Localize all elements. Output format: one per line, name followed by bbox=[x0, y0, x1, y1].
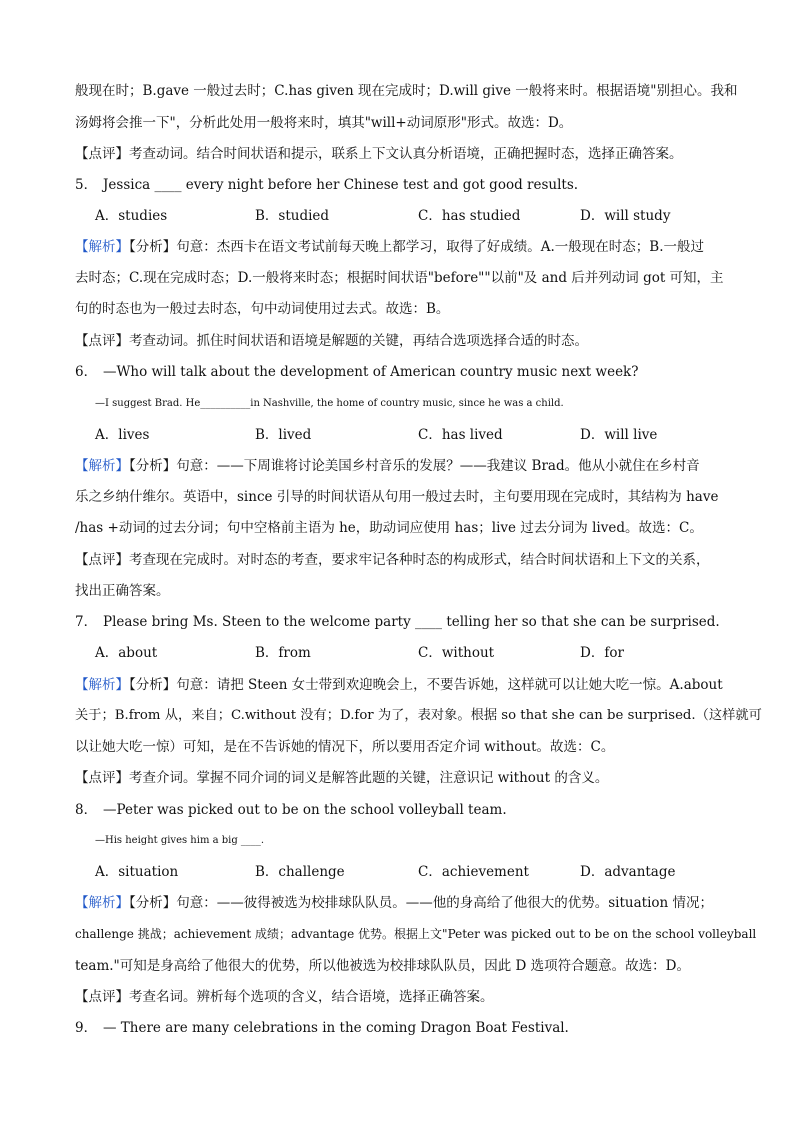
question-stem bbox=[75, 612, 755, 632]
comment-line bbox=[75, 331, 755, 351]
jiexi-tag: 【解析】 bbox=[75, 895, 129, 911]
question-number: 5． bbox=[75, 177, 98, 193]
fenxi-tag: 【分析】 bbox=[129, 895, 177, 911]
analysis-line: challenge 挑战；achievement 成绩；advantage 优势。根据上文"Peter was picked out to be on the school volleyball bbox=[75, 927, 757, 941]
option-b: B．from bbox=[255, 645, 311, 661]
comment-text: 考查名词。辨析每个选项的含义，结合语境，选择正确答案。 bbox=[129, 989, 494, 1005]
comment-text: 考查现在完成时。对时态的考查，要求牢记各种时态的构成形式，结合时间状语和上下文的关系， bbox=[129, 552, 710, 568]
analysis-line bbox=[75, 456, 755, 476]
analysis-text: 句意：——彼得被选为校排球队队员。——他的身高给了他很大的优势。situation 情况； bbox=[176, 895, 714, 911]
jiexi-tag: 【解析】 bbox=[75, 458, 129, 474]
comment-line bbox=[75, 768, 755, 788]
comment-text: 考查介词。掌握不同介词的词义是解答此题的关键，注意识记 without 的含义。 bbox=[129, 770, 609, 786]
comment-tag: 【点评】 bbox=[75, 146, 129, 162]
analysis-line: team."可知是身高给了他很大的优势，所以他被选为校排球队队员，因此 D 选项符合题意。故选：D。 bbox=[75, 958, 690, 974]
option-a: A．situation bbox=[95, 864, 179, 880]
comment-line: 找出正确答案。 bbox=[75, 583, 170, 599]
analysis-line bbox=[75, 893, 755, 913]
option-c: C．achievement bbox=[418, 864, 529, 880]
option-a: A．lives bbox=[95, 427, 150, 443]
comment-text: 考查动词。结合时间状语和提示，联系上下文认真分析语境，正确把握时态，选择正确答案。 bbox=[129, 146, 683, 162]
analysis-text: 句意：——下周谁将讨论美国乡村音乐的发展？——我建议 Brad。他从小就住在乡村音 bbox=[176, 458, 700, 474]
stem-text: —Who will talk about the development of American country music next week? bbox=[103, 364, 639, 380]
stem-line: —His height gives him a big ____. bbox=[95, 835, 265, 846]
question-stem bbox=[75, 362, 755, 382]
question-stem bbox=[75, 1018, 755, 1038]
option-d: D．will live bbox=[580, 427, 658, 443]
comment-tag: 【点评】 bbox=[75, 552, 129, 568]
analysis-text: 句意：请把 Steen 女士带到欢迎晚会上，不要告诉她，这样就可以让她大吃一惊。A.about bbox=[176, 677, 723, 693]
question-stem bbox=[75, 175, 755, 195]
analysis-continuation-line: 般现在时；B.gave 一般过去时；C.has given 现在完成时；D.will give 一般将来时。根据语境"别担心。我和 bbox=[75, 83, 738, 99]
option-a: A．about bbox=[95, 645, 158, 661]
jiexi-tag: 【解析】 bbox=[75, 239, 129, 255]
analysis-continuation-line: 汤姆将会推一下"，分析此处用一般将来时，填其"will+动词原形"形式。故选：D。 bbox=[75, 115, 573, 131]
analysis-line: 句的时态也为一般过去时态，句中动词使用过去式。故选：B。 bbox=[75, 301, 450, 317]
option-c: C．has studied bbox=[418, 208, 521, 224]
question-number: 9． bbox=[75, 1020, 98, 1036]
comment-tag: 【点评】 bbox=[75, 770, 129, 786]
option-d: D．advantage bbox=[580, 864, 676, 880]
analysis-line bbox=[75, 237, 755, 257]
option-b: B．studied bbox=[255, 208, 330, 224]
analysis-line: 乐之乡纳什维尔。英语中，since 引导的时间状语从句用一般过去时，主句要用现在完成时，其结构为 have bbox=[75, 489, 719, 505]
stem-text: Please bring Ms. Steen to the welcome party ____ telling her so that she can be surprised. bbox=[103, 614, 720, 630]
analysis-line: /has +动词的过去分词；句中空格前主语为 he，助动词应使用 has；live 过去分词为 lived。故选：C。 bbox=[75, 520, 703, 536]
option-d: D．will study bbox=[580, 208, 671, 224]
analysis-line: 以让她大吃一惊）可知，是在不告诉她的情况下，所以要用否定介词 without。故选：C。 bbox=[75, 739, 615, 755]
option-c: C．has lived bbox=[418, 427, 503, 443]
question-number: 8． bbox=[75, 802, 98, 818]
comment-tag: 【点评】 bbox=[75, 333, 129, 349]
option-b: B．challenge bbox=[255, 864, 345, 880]
comment-text: 考查动词。抓住时间状语和语境是解题的关键，再结合选项选择合适的时态。 bbox=[129, 333, 588, 349]
jiexi-tag: 【解析】 bbox=[75, 677, 129, 693]
option-a: A．studies bbox=[95, 208, 168, 224]
question-number: 6． bbox=[75, 364, 98, 380]
comment-tag: 【点评】 bbox=[75, 989, 129, 1005]
fenxi-tag: 【分析】 bbox=[129, 458, 177, 474]
fenxi-tag: 【分析】 bbox=[129, 239, 177, 255]
comment-line bbox=[75, 144, 755, 164]
analysis-line bbox=[75, 675, 755, 695]
option-c: C．without bbox=[418, 645, 495, 661]
comment-line bbox=[75, 987, 755, 1007]
fenxi-tag: 【分析】 bbox=[129, 677, 177, 693]
stem-text: Jessica ____ every night before her Chinese test and got good results. bbox=[103, 177, 579, 193]
stem-text: —Peter was picked out to be on the school volleyball team. bbox=[103, 802, 507, 818]
question-number: 7． bbox=[75, 614, 98, 630]
stem-line: —I suggest Brad. He__________in Nashville, the home of country music, since he was a child. bbox=[95, 398, 564, 409]
analysis-line: 去时态；C.现在完成时态；D.一般将来时态；根据时间状语"before""以前"及 and 后并列动词 got 可知，主 bbox=[75, 270, 724, 286]
stem-text: — There are many celebrations in the coming Dragon Boat Festival. bbox=[103, 1020, 569, 1036]
comment-line bbox=[75, 550, 755, 570]
analysis-text: 句意：杰西卡在语文考试前每天晚上都学习，取得了好成绩。A.一般现在时态；B.一般过 bbox=[176, 239, 705, 255]
option-b: B．lived bbox=[255, 427, 312, 443]
analysis-line: 关于；B.from 从，来自；C.without 没有；D.for 为了，表对象。根据 so that she can be surprised.（这样就可 bbox=[75, 708, 762, 723]
question-stem bbox=[75, 800, 755, 820]
option-d: D．for bbox=[580, 645, 624, 661]
